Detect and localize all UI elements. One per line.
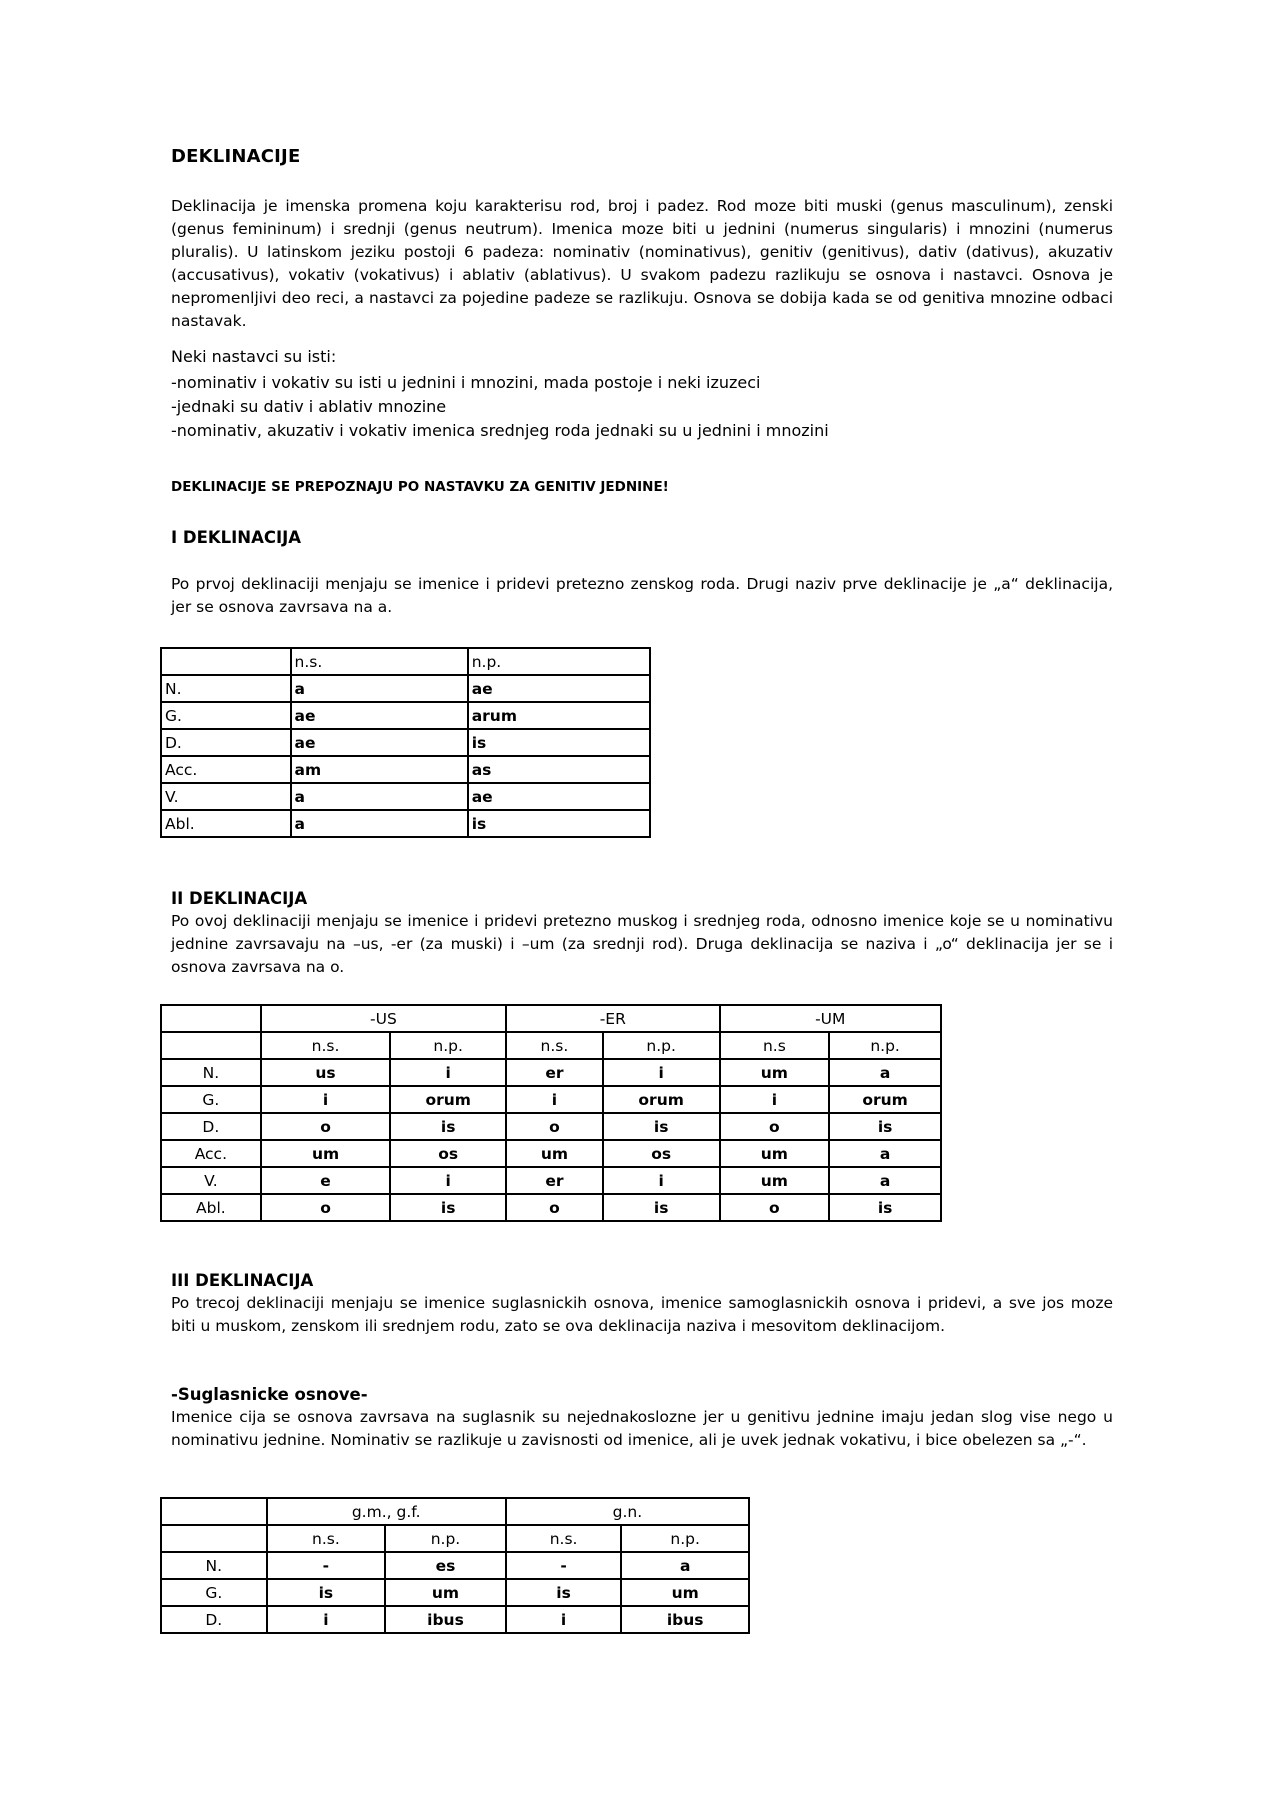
table-cell: a (291, 783, 468, 810)
table-cell: um (720, 1059, 830, 1086)
table-cell: ae (468, 675, 650, 702)
intro-paragraph: Deklinacija je imenska promena koju karakterisu rod, broj i padez. Rod moze biti muski (genus masculinum), zenski (genus femininum) i srednji (genus neutrum). Imenica moze biti u jednini (numerus singularis) i mnozini (numerus pluralis). U latinskom jeziku postoji 6 padeza: nominativ (nominativus), genitiv (genitivus), dativ (dativus), akuzativ (accusativus), vokativ (vokativus) i ablativ (ablativus). U svakom padezu razlikuju se osnova i nastavci. Osnova je nepromenljivi deo reci, a nastavci za pojedine padeze se razlikuju. Osnova se dobija kada se od genitiva mnozine odbaci nastavak. (171, 197, 1113, 330)
table-cell: i (390, 1059, 506, 1086)
consonant-stems-text: Imenice cija se osnova zavrsava na suglasnik su nejednakoslozne jer u genitivu jednine imaju jedan slog vise nego u nominativu jednine. Nominativ se razlikuje u zavisnosti od imenice, ali je uvek jednak vokativu, i bice obelezen sa „-“. (171, 1408, 1113, 1449)
case-label: N. (161, 1059, 261, 1086)
table-cell: o (506, 1194, 603, 1221)
table-cell: a (829, 1167, 941, 1194)
case-label: G. (161, 1086, 261, 1113)
table-cell: is (603, 1194, 720, 1221)
table-cell: n.p. (390, 1032, 506, 1059)
table-cell: um (720, 1140, 830, 1167)
table-row (161, 729, 650, 756)
table-header-row (161, 1525, 749, 1552)
case-label: N. (161, 675, 291, 702)
case-label: Abl. (161, 1194, 261, 1221)
table-cell: a (829, 1140, 941, 1167)
group-header: -US (261, 1005, 506, 1032)
table-cell: n.p. (621, 1525, 749, 1552)
first-declension-heading: I DEKLINACIJA (171, 528, 302, 547)
table-cell: is (390, 1113, 506, 1140)
second-declension-text: Po ovoj deklinaciji menjaju se imenice i pridevi pretezno muskog i srednjeg roda, odnosno imenice koje se u nominativu jednine zavrsavaju na –us, -er (za muski) i –um (za srednji rod). Druga deklinacija se naziva i „o“ deklinacija jer se i osnova zavrsava na o. (171, 912, 1113, 976)
table-cell (161, 1525, 267, 1552)
table-cell: ae (291, 729, 468, 756)
table-row (161, 1194, 941, 1221)
case-label: Acc. (161, 756, 291, 783)
case-label: N. (161, 1552, 267, 1579)
table-cell: o (506, 1113, 603, 1140)
table-cell: i (720, 1086, 830, 1113)
table-cell: is (468, 810, 650, 837)
table-cell: n.p. (468, 648, 650, 675)
table-header-row (161, 1032, 941, 1059)
table-cell: ibus (385, 1606, 506, 1633)
table-cell: i (603, 1167, 720, 1194)
table-cell: i (261, 1086, 391, 1113)
table-row (161, 1140, 941, 1167)
rules-heading: Neki nastavci su isti: (171, 347, 337, 366)
table-cell: a (621, 1552, 749, 1579)
case-label: V. (161, 783, 291, 810)
second-declension-heading: II DEKLINACIJA (171, 889, 308, 908)
table-cell: a (291, 810, 468, 837)
case-label: Abl. (161, 810, 291, 837)
table-row (161, 1552, 749, 1579)
table-cell: n.s. (506, 1525, 622, 1552)
table-cell: a (829, 1059, 941, 1086)
table-row (161, 810, 650, 837)
table-cell: is (390, 1194, 506, 1221)
table-cell: is (267, 1579, 386, 1606)
case-label: D. (161, 1606, 267, 1633)
table-cell: o (720, 1194, 830, 1221)
notice-text: DEKLINACIJE SE PREPOZNAJU PO NASTAVKU ZA GENITIV JEDNINE! (171, 479, 669, 495)
table-cell: e (261, 1167, 391, 1194)
table-cell: as (468, 756, 650, 783)
page-title: DEKLINACIJE (171, 146, 301, 167)
table-cell: n.s (720, 1032, 830, 1059)
table-cell: n.p. (603, 1032, 720, 1059)
table-cell: orum (603, 1086, 720, 1113)
table-cell: i (506, 1606, 622, 1633)
table-cell: am (291, 756, 468, 783)
table-cell: - (267, 1552, 386, 1579)
first-declension-table (160, 647, 651, 838)
table-cell: o (261, 1113, 391, 1140)
table-row (161, 675, 650, 702)
table-cell: - (506, 1552, 622, 1579)
table-cell: er (506, 1167, 603, 1194)
group-header: -UM (720, 1005, 941, 1032)
table-cell: um (720, 1167, 830, 1194)
table-cell: n.s. (291, 648, 468, 675)
table-cell: os (390, 1140, 506, 1167)
table-cell: i (506, 1086, 603, 1113)
table-cell: es (385, 1552, 506, 1579)
second-declension-table (160, 1004, 942, 1222)
table-cell: os (603, 1140, 720, 1167)
table-cell: um (621, 1579, 749, 1606)
third-declension-text: Po trecoj deklinaciji menjaju se imenice suglasnickih osnova, imenice samoglasnickih osnova i pridevi, a sve jos moze biti u muskom, zenskom ili srednjem rodu, zato se ova deklinacija naziva i mesovitom deklinacijom. (171, 1294, 1113, 1335)
table-row (161, 1579, 749, 1606)
case-label: V. (161, 1167, 261, 1194)
table-row (161, 1606, 749, 1633)
table-cell: ae (468, 783, 650, 810)
table-cell: orum (829, 1086, 941, 1113)
table-cell: a (291, 675, 468, 702)
table-cell: um (385, 1579, 506, 1606)
table-cell: o (720, 1113, 830, 1140)
table-cell: n.s. (261, 1032, 391, 1059)
case-label: D. (161, 729, 291, 756)
table-cell: is (506, 1579, 622, 1606)
table-row (161, 756, 650, 783)
table-cell: er (506, 1059, 603, 1086)
case-label: D. (161, 1113, 261, 1140)
table-row (161, 702, 650, 729)
table-row (161, 1059, 941, 1086)
table-cell: us (261, 1059, 391, 1086)
table-row (161, 1167, 941, 1194)
rule-item: -nominativ i vokativ su isti u jednini i mnozini, mada postoje i neki izuzeci (171, 373, 761, 392)
table-cell: o (261, 1194, 391, 1221)
table-cell: orum (390, 1086, 506, 1113)
group-header: -ER (506, 1005, 719, 1032)
table-cell: n.s. (267, 1525, 386, 1552)
table-header-row (161, 648, 650, 675)
table-cell: is (829, 1194, 941, 1221)
table-cell: i (267, 1606, 386, 1633)
table-row (161, 1086, 941, 1113)
case-label: G. (161, 1579, 267, 1606)
table-cell (161, 1032, 261, 1059)
table-cell: is (468, 729, 650, 756)
table-row (161, 783, 650, 810)
case-label: G. (161, 702, 291, 729)
third-declension-table (160, 1497, 750, 1634)
table-group-row (161, 1498, 749, 1525)
table-group-row (161, 1005, 941, 1032)
table-cell: n.s. (506, 1032, 603, 1059)
table-cell: is (603, 1113, 720, 1140)
table-cell: i (390, 1167, 506, 1194)
table-cell: n.p. (385, 1525, 506, 1552)
table-cell: is (829, 1113, 941, 1140)
case-label: Acc. (161, 1140, 261, 1167)
table-cell: um (506, 1140, 603, 1167)
table-cell: ae (291, 702, 468, 729)
group-header: g.m., g.f. (267, 1498, 506, 1525)
table-cell: ibus (621, 1606, 749, 1633)
group-header: g.n. (506, 1498, 749, 1525)
rule-item: -nominativ, akuzativ i vokativ imenica srednjeg roda jednaki su u jednini i mnozini (171, 421, 829, 440)
table-cell (161, 1005, 261, 1032)
table-cell: i (603, 1059, 720, 1086)
consonant-stems-heading: -Suglasnicke osnove- (171, 1385, 368, 1404)
third-declension-heading: III DEKLINACIJA (171, 1271, 314, 1290)
table-cell (161, 1498, 267, 1525)
table-cell: arum (468, 702, 650, 729)
table-row (161, 1113, 941, 1140)
table-cell: um (261, 1140, 391, 1167)
table-cell: n.p. (829, 1032, 941, 1059)
rule-item: -jednaki su dativ i ablativ mnozine (171, 397, 447, 416)
table-cell (161, 648, 291, 675)
first-declension-text: Po prvoj deklinaciji menjaju se imenice i pridevi pretezno zenskog roda. Drugi naziv prve deklinacije je „a“ deklinacija, jer se osnova zavrsava na a. (171, 575, 1113, 616)
